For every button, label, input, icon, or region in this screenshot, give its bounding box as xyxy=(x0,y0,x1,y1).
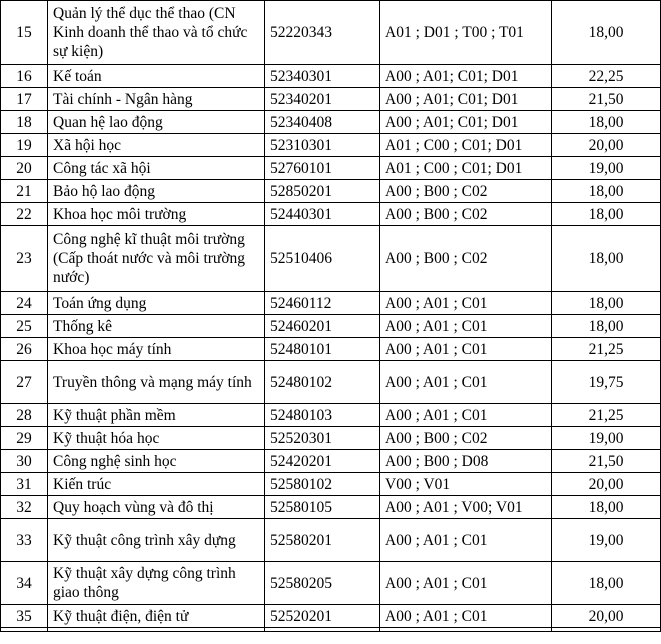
major-name: Kỹ thuật điện, điện tử xyxy=(48,605,265,628)
table-row xyxy=(1,1,661,65)
row-number: 33 xyxy=(1,519,48,562)
subject-combinations: A01 ; C00 ; C01; D01 xyxy=(380,134,552,157)
major-name: Bảo hộ lao động xyxy=(48,180,265,203)
row-number: 19 xyxy=(1,134,48,157)
empty-cell xyxy=(1,628,48,632)
subject-combinations: A00 ; A01 ; C01 xyxy=(380,519,552,562)
major-code: 52580105 xyxy=(265,496,380,519)
admission-score: 18,00 xyxy=(552,180,661,203)
table-row xyxy=(1,226,661,292)
subject-combinations: A00 ; A01 ; C01 xyxy=(380,605,552,628)
table-row xyxy=(1,157,661,180)
table-row xyxy=(1,134,661,157)
table-row xyxy=(1,315,661,338)
major-name: Kỹ thuật hóa học xyxy=(48,427,265,450)
table-row xyxy=(1,404,661,427)
admission-score: 19,75 xyxy=(552,361,661,404)
major-code: 52480103 xyxy=(265,404,380,427)
major-name: Quan hệ lao động xyxy=(48,111,265,134)
table-row xyxy=(1,450,661,473)
subject-combinations: A00 ; A01 ; C01 xyxy=(380,361,552,404)
subject-combinations: A00 ; A01; C01; D01 xyxy=(380,88,552,111)
major-name: Quy hoạch vùng và đô thị xyxy=(48,496,265,519)
major-code: 52480101 xyxy=(265,338,380,361)
major-name: Khoa học môi trường xyxy=(48,203,265,226)
table-row xyxy=(1,361,661,404)
admission-score: 21,25 xyxy=(552,338,661,361)
subject-combinations: A01 ; C00 ; C01; D01 xyxy=(380,157,552,180)
table-row xyxy=(1,605,661,628)
major-name: Công nghệ sinh học xyxy=(48,450,265,473)
admission-score: 19,00 xyxy=(552,427,661,450)
major-name: Xã hội học xyxy=(48,134,265,157)
row-number: 22 xyxy=(1,203,48,226)
major-name: Truyền thông và mạng máy tính xyxy=(48,361,265,404)
major-name: Kỹ thuật xây dựng công trình giao thông xyxy=(48,562,265,605)
admission-score: 18,00 xyxy=(552,562,661,605)
table-row xyxy=(1,203,661,226)
table-row xyxy=(1,88,661,111)
major-name: Công tác xã hội xyxy=(48,157,265,180)
subject-combinations: A00 ; A01 ; C01 xyxy=(380,338,552,361)
major-code: 52420201 xyxy=(265,450,380,473)
row-number: 30 xyxy=(1,450,48,473)
major-code: 52460201 xyxy=(265,315,380,338)
row-number: 20 xyxy=(1,157,48,180)
row-number: 34 xyxy=(1,562,48,605)
major-code: 52220343 xyxy=(265,1,380,65)
table-row xyxy=(1,180,661,203)
table-row xyxy=(1,496,661,519)
major-name: Kỹ thuật công trình xây dựng xyxy=(48,519,265,562)
admission-score: 22,25 xyxy=(552,65,661,88)
row-number: 15 xyxy=(1,1,48,65)
row-number: 23 xyxy=(1,226,48,292)
admission-score: 18,00 xyxy=(552,226,661,292)
row-number: 35 xyxy=(1,605,48,628)
subject-combinations: A00 ; A01 ; C01 xyxy=(380,315,552,338)
table-row xyxy=(1,519,661,562)
row-number: 16 xyxy=(1,65,48,88)
major-code: 52310301 xyxy=(265,134,380,157)
major-code: 52510406 xyxy=(265,226,380,292)
subject-combinations: A01 ; D01 ; T00 ; T01 xyxy=(380,1,552,65)
subject-combinations: A00 ; A01; C01; D01 xyxy=(380,65,552,88)
admission-score: 18,00 xyxy=(552,292,661,315)
row-number: 24 xyxy=(1,292,48,315)
admission-score: 18,00 xyxy=(552,496,661,519)
major-name: Quản lý thể dục thể thao (CN Kinh doanh thể thao và tổ chức sự kiện) xyxy=(48,1,265,65)
major-code: 52520301 xyxy=(265,427,380,450)
subject-combinations: A00 ; A01; C01; D01 xyxy=(380,111,552,134)
empty-cell xyxy=(48,628,265,632)
subject-combinations: V00 ; V01 xyxy=(380,473,552,496)
major-name: Tài chính - Ngân hàng xyxy=(48,88,265,111)
row-number: 21 xyxy=(1,180,48,203)
table-row xyxy=(1,338,661,361)
table-row xyxy=(1,562,661,605)
major-code: 52460112 xyxy=(265,292,380,315)
major-code: 52440301 xyxy=(265,203,380,226)
admission-score: 21,50 xyxy=(552,450,661,473)
row-number: 28 xyxy=(1,404,48,427)
admission-score: 21,25 xyxy=(552,404,661,427)
row-number: 18 xyxy=(1,111,48,134)
table-row xyxy=(1,427,661,450)
row-number: 29 xyxy=(1,427,48,450)
major-name: Thống kê xyxy=(48,315,265,338)
row-number: 17 xyxy=(1,88,48,111)
major-code: 52580102 xyxy=(265,473,380,496)
major-code: 52580201 xyxy=(265,519,380,562)
admission-score: 20,00 xyxy=(552,134,661,157)
major-code: 52520201 xyxy=(265,605,380,628)
admission-score: 20,00 xyxy=(552,473,661,496)
subject-combinations: A00 ; A01 ; V00; V01 xyxy=(380,496,552,519)
subject-combinations: A00 ; A01 ; C01 xyxy=(380,562,552,605)
major-code: 52340408 xyxy=(265,111,380,134)
subject-combinations: A00 ; B00 ; C02 xyxy=(380,180,552,203)
table-row xyxy=(1,292,661,315)
row-number: 31 xyxy=(1,473,48,496)
major-name: Kế toán xyxy=(48,65,265,88)
subject-combinations: A00 ; B00 ; C02 xyxy=(380,226,552,292)
major-name: Công nghệ kĩ thuật môi trường (Cấp thoát nước và môi trường nước) xyxy=(48,226,265,292)
major-code: 52340201 xyxy=(265,88,380,111)
major-code: 52480102 xyxy=(265,361,380,404)
admission-score: 18,00 xyxy=(552,1,661,65)
admission-score: 18,00 xyxy=(552,315,661,338)
admission-score: 20,00 xyxy=(552,605,661,628)
subject-combinations: A00 ; B00 ; D08 xyxy=(380,450,552,473)
major-code: 52760101 xyxy=(265,157,380,180)
admission-score: 18,00 xyxy=(552,111,661,134)
empty-cell xyxy=(552,628,661,632)
admission-score: 19,00 xyxy=(552,157,661,180)
table-row-cut-off xyxy=(1,628,661,632)
row-number: 32 xyxy=(1,496,48,519)
admission-score: 18,00 xyxy=(552,203,661,226)
major-code: 52580205 xyxy=(265,562,380,605)
table-body xyxy=(1,1,661,632)
row-number: 25 xyxy=(1,315,48,338)
major-name: Kiến trúc xyxy=(48,473,265,496)
admission-score: 19,00 xyxy=(552,519,661,562)
subject-combinations: A00 ; B00 ; C02 xyxy=(380,203,552,226)
subject-combinations: A00 ; A01 ; C01 xyxy=(380,404,552,427)
major-name: Kỹ thuật phần mềm xyxy=(48,404,265,427)
row-number: 27 xyxy=(1,361,48,404)
major-name: Khoa học máy tính xyxy=(48,338,265,361)
empty-cell xyxy=(380,628,552,632)
major-code: 52340301 xyxy=(265,65,380,88)
table-row xyxy=(1,473,661,496)
subject-combinations: A00 ; A01 ; C01 xyxy=(380,292,552,315)
table-row xyxy=(1,111,661,134)
major-name: Toán ứng dụng xyxy=(48,292,265,315)
major-code: 52850201 xyxy=(265,180,380,203)
subject-combinations: A00 ; B00 ; C02 xyxy=(380,427,552,450)
table-row xyxy=(1,65,661,88)
row-number: 26 xyxy=(1,338,48,361)
empty-cell xyxy=(265,628,380,632)
admission-score: 21,50 xyxy=(552,88,661,111)
